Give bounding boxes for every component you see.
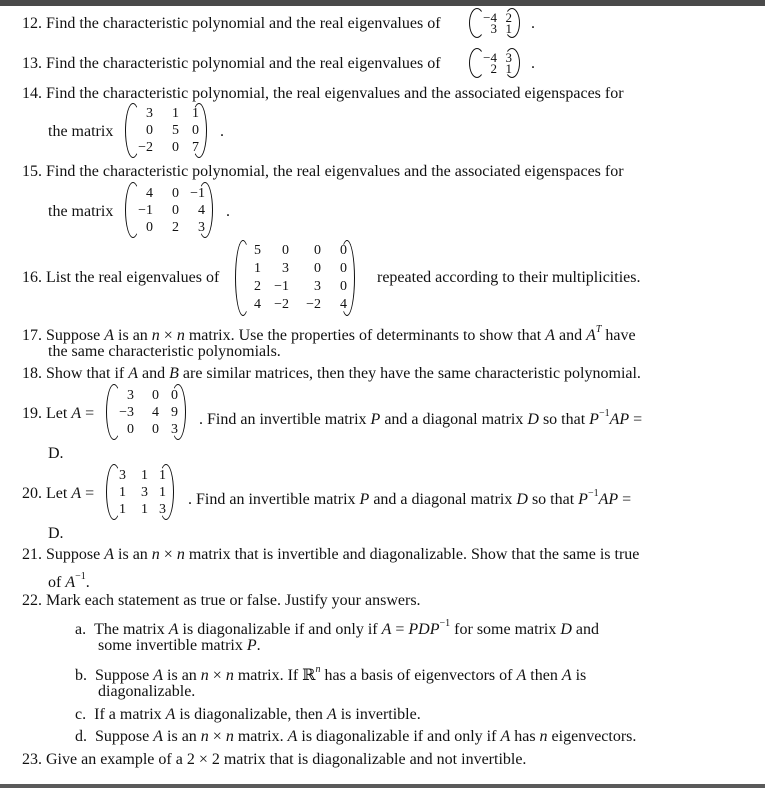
problem-19: 19. Let A = — [22, 405, 95, 422]
statement-a: a. The matrix A is diagonalizable if and only if $A = PDP^{-1}$ for some matrix D and — [75, 618, 600, 638]
problem-20-matrix: 3 1 1 1 3 1 1 1 3 — [105, 464, 175, 520]
problem-23: 23. Give an example of a 2 × 2 matrix that is diagonalizable and not invertible. — [22, 751, 527, 768]
problem-13: 13. Find the characteristic polynomial and the real eigenvalues of — [22, 55, 441, 72]
statement-b: b. Suppose A is an n × n matrix. If ℝ$^n$ has a basis of eigenvectors of A then A is — [75, 664, 587, 684]
problem-18: 18. Show that if A and B are similar matrices, then they have the same characteristic polynomial. — [22, 365, 641, 382]
problem-22: 22. Mark each statement as true or false. Justify your answers. — [22, 592, 421, 609]
problem-13-matrix: −4 3 2 1 — [468, 48, 521, 78]
problem-17: 17. Suppose A is an n × n matrix. Use the properties of determinants to show that A and $A^T$ have — [22, 324, 636, 344]
statement-d: d. Suppose A is an n × n matrix. A is diagonalizable if and only if A has n eigenvectors. — [75, 728, 637, 745]
problem-12: 12. Find the characteristic polynomial and the real eigenvalues of — [22, 15, 441, 32]
problem-21: 21. Suppose A is an n × n matrix that is invertible and diagonalizable. Show that the same is true — [22, 546, 640, 563]
problem-12-matrix: −4 2 3 1 — [468, 8, 521, 38]
problem-16: 16. List the real eigenvalues of — [22, 269, 220, 286]
problem-15: 15. Find the characteristic polynomial, the real eigenvalues and the associated eigenspaces for — [22, 163, 624, 180]
problem-14: 14. Find the characteristic polynomial, the real eigenvalues and the associated eigenspaces for — [22, 85, 624, 102]
problem-14-matrix: 3 1 1 0 5 0 −2 0 7 — [124, 103, 208, 158]
bottom-border — [0, 784, 765, 788]
statement-c: c. If a matrix A is diagonalizable, then A is invertible. — [75, 706, 421, 723]
problem-20: 20. Let A = — [22, 485, 95, 502]
top-border — [0, 0, 765, 6]
problem-16-matrix: 5 0 0 0 1 3 0 0 2 −1 3 0 4 −2 −2 4 — [234, 240, 356, 316]
problem-19-matrix: 3 0 0 −3 4 9 0 0 3 — [105, 384, 187, 440]
problem-15-matrix: 4 0 −1 −1 0 4 0 2 3 — [124, 182, 214, 238]
